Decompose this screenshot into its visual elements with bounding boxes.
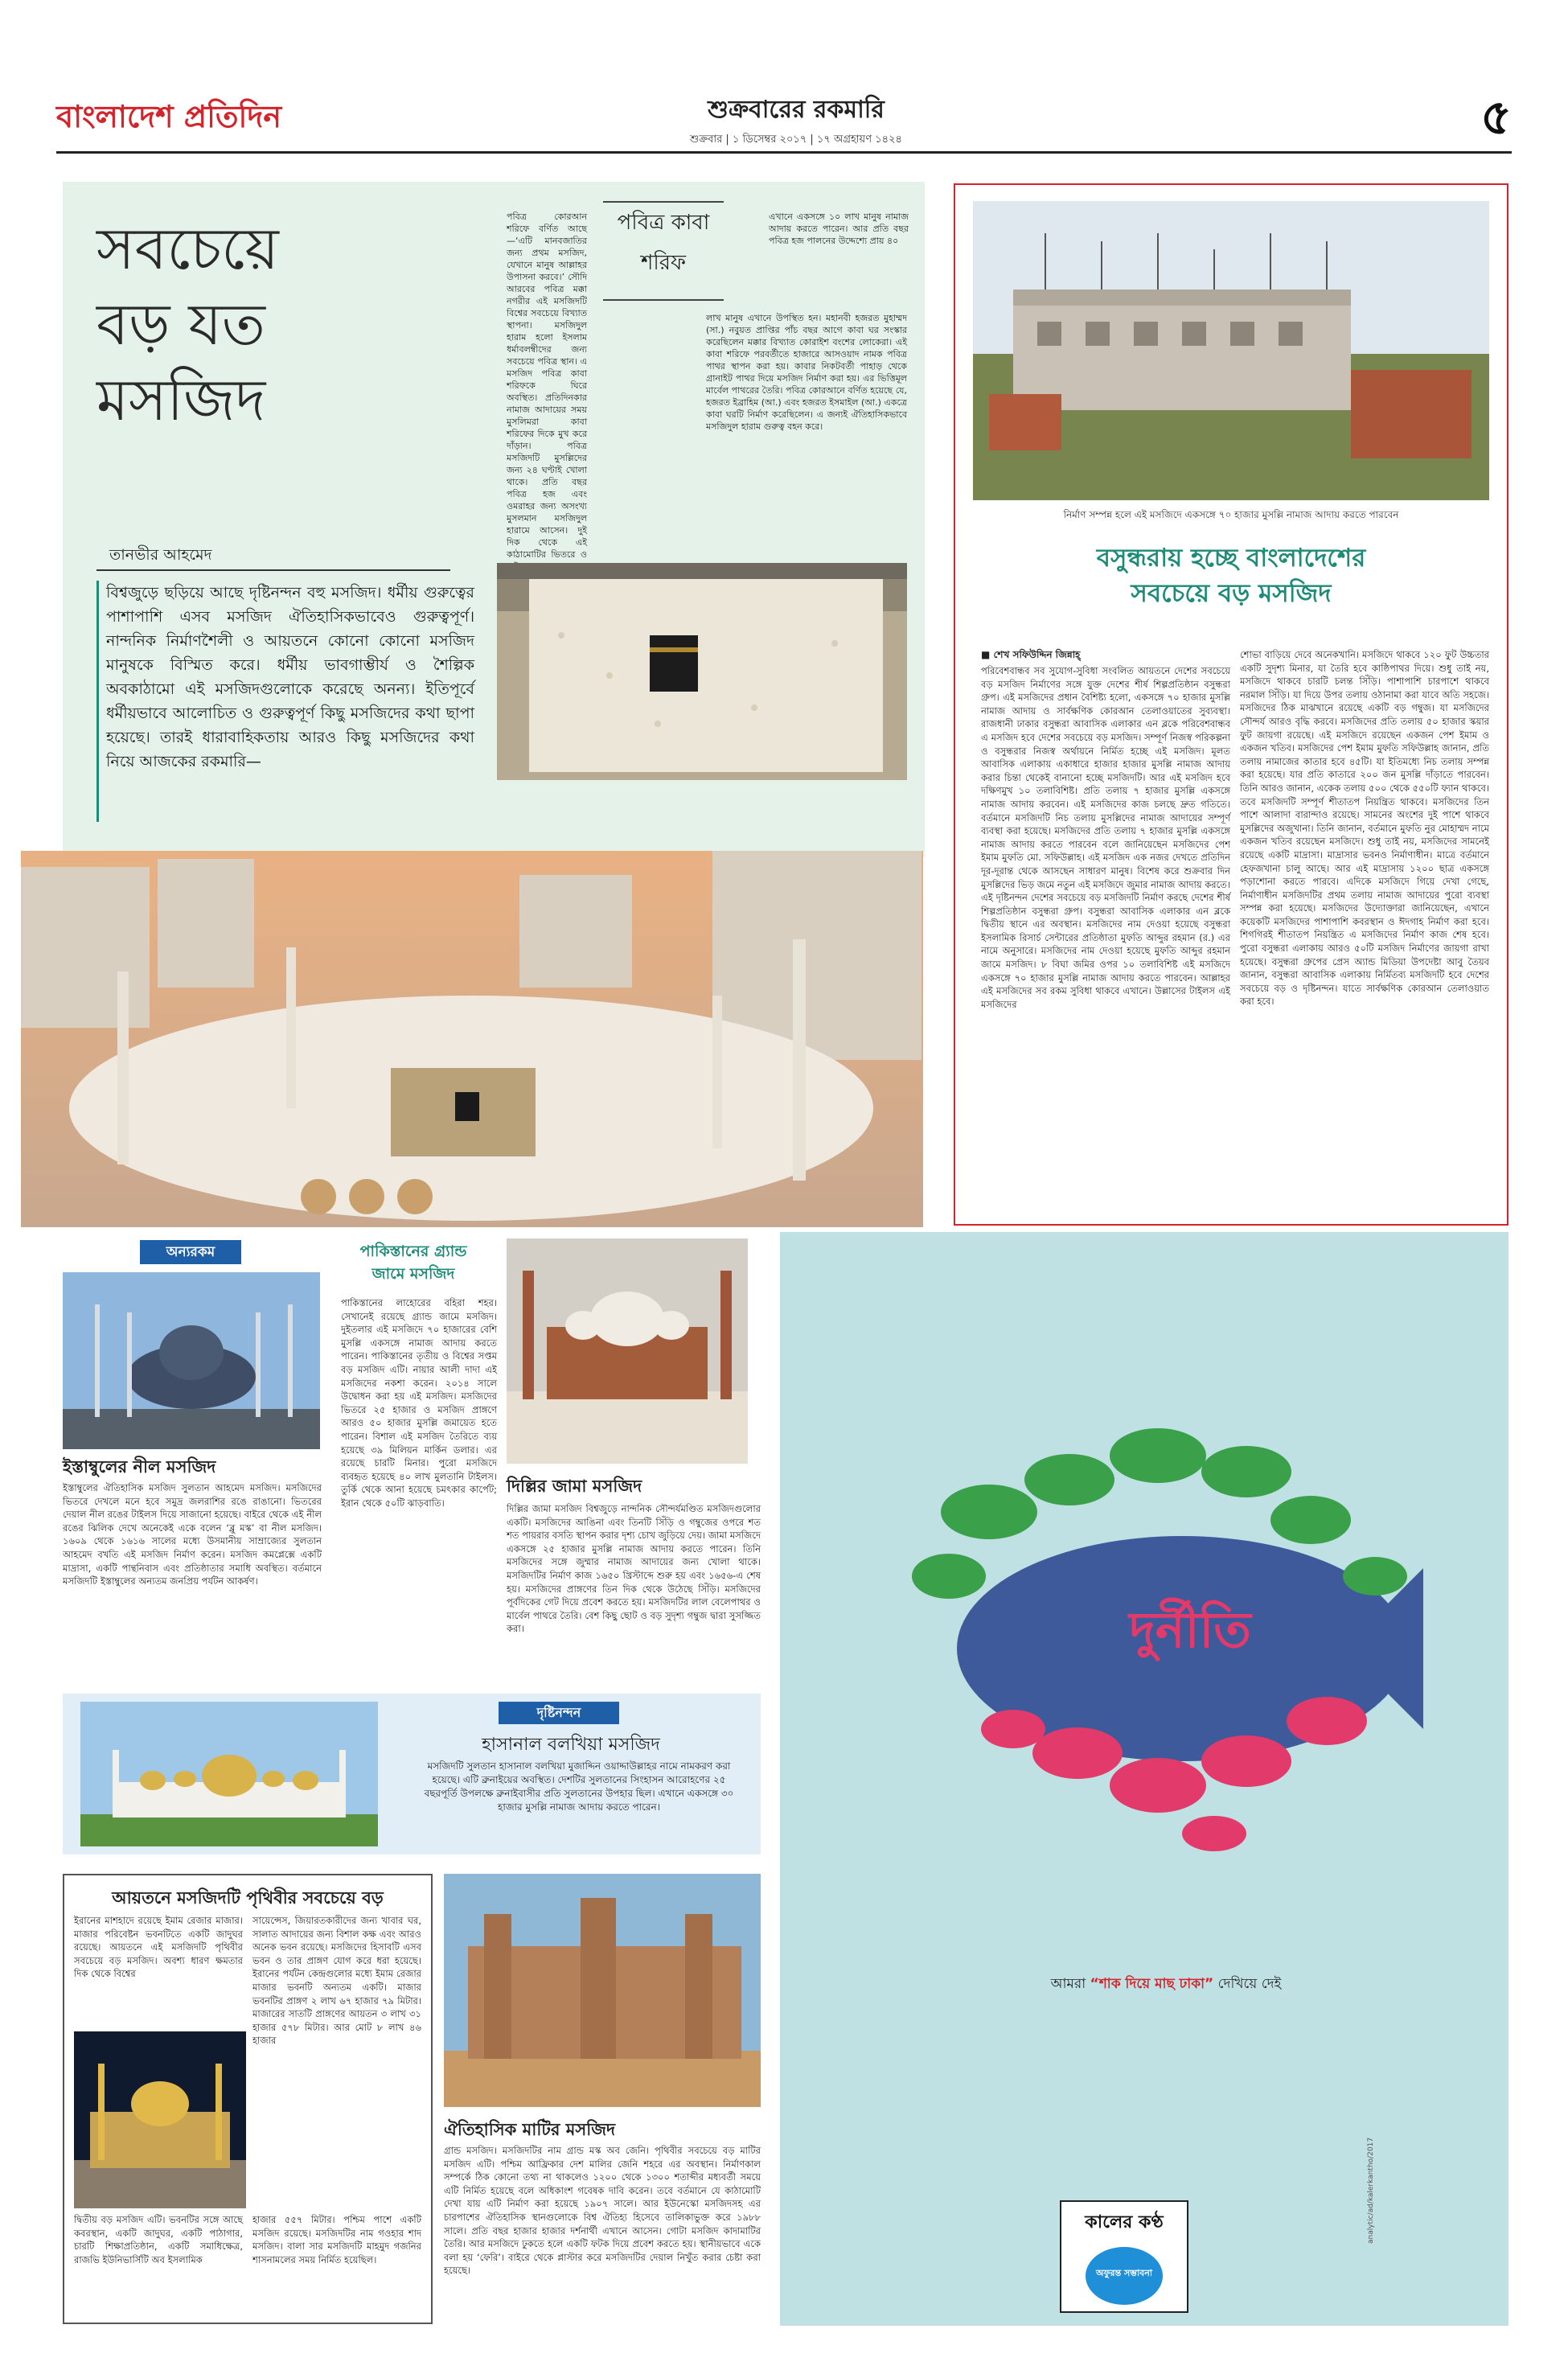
slogan-suffix: দেখিয়ে দেই: [1217, 1976, 1282, 1992]
imam-reza-shrine-photo: [74, 2031, 246, 2208]
blue-mosque-title: ইস্তাম্বুলের নীল মসজিদ: [63, 1457, 216, 1477]
construction-caption: নির্মাণ সম্পন্ন হলে এই মসজিদে একসঙ্গে ৭০ হাজার মুসল্লি নামাজ আদায় করতে পারবেন: [1063, 509, 1399, 520]
byline-rule: [96, 569, 450, 571]
lead-intro: [96, 581, 474, 846]
bashundhara-byline: ■ শেখ সফিউদ্দিন জিন্নাহ্: [981, 649, 1081, 660]
kaba-title-line: পবিত্র কাবা: [617, 211, 710, 235]
bashundhara-col-2: শোভা বাড়িয়ে দেবে অনেকখানি। মসজিদে থাকবে ১২০ ফুট উচ্চতার একটি সুদৃশ্য মিনার, যা তৈরি হবে কাষ্ঠিপাথর দিয়ে। শুধু তাই নয়, মসজিদে থাকবে চারটি চলন্ত সিঁড়ি। পাশাপাশি চারপাশে থাকবে নরমাল সিঁড়ি। যা দিয়ে উপর তলায় ওঠানামা করা যাবে অতি সহজে। মসজিদের ঠিক মাঝখানে রয়েছে একটি বড় গম্বুজ। যা মসজিদের সৌন্দর্য আরও বৃদ্ধি করবে। মসজিদের প্রতি তলায় ৫০ হাজার স্কয়ার ফুট জায়গা রয়েছে। এই মসজিদে রয়েছেন একজন পেশ ইমাম ও একজন খতিব। মসজিদের পেশ ইমাম মুফতি সফিউল্লাহ জানান, প্রতি তলায় নামাজের কাতার হবে ৪৫টি। যা ইতিমধ্যে নিচ তলায় সম্পন্ন করা হয়েছে। যার প্রতি কাতারে ২০০ জন মুসল্লি দাঁড়াতে পারবেন। তিনি আরও জানান, একেক তলায় ৫০০ থেকে ৫৫০টি ফ্যান থাকবে। তবে মসজিদটি সম্পূর্ণ শীতাতপ নিয়ন্ত্রিত থাকবে। মসজিদের তিন পাশে আলাদা বারান্দাও রয়েছে। সামনের অংশের দুই পাশে থাকবে মুসল্লিদের অজুখানা। তিনি জানান, বর্তমানে মুফতি নুর মোহাম্মদ নামে একজন খতিব রয়েছেন মসজিদে। শুধু তাই নয়, মসজিদের সামনেই রয়েছে একটি মাদ্রাসা। মাদ্রাসার ভবনও নির্মাণাধীন। মাত্রে বর্তমানে হেফজখানা চালু আছে। আর এই মাদ্রাসায় ১২০০ ছাত্র একসঙ্গে পড়াশোনা করতে পারবে। এদিকে মসজিদে গিয়ে দেখা গেছে, নির্মাণাধীন মসজিদটির প্রথম তলায় নামাজ আদায়ের পুরো ব্যবস্থা সম্পন্ন করা হয়েছে। মসজিদের উদ্যোক্তারা জানিয়েছেন, এখানে কয়েকটি মসজিদের পাশাপাশি কবরস্থান ও ঈদগাহ নির্মাণ করা হবে। শিগগিরই শীতাতপ নিয়ন্ত্রিত এ মসজিদের নির্মাণ কাজ শেষ হবে। পুরো বসুন্ধরা এলাকায় আরও ৫০টি মসজিদ নির্মাণের জায়গা রাখা হয়েছে। বসুন্ধরা গ্রুপের প্রেস অ্যান্ড মিডিয়া উপদেষ্টা আবু তৈয়ব জানান, বসুন্ধরা আবাসিক এলাকায় নির্মিতব্য মসজিদটি হবে দেশের সবচেয়ে বড় ও দৃষ্টিনন্দন। যাতে সার্বক্ষণিক কোরআন তেলাওয়াত করা হবে।: [1240, 649, 1489, 1008]
construction-photo: [973, 201, 1489, 500]
kaba-title-box: [603, 201, 724, 301]
kaba-col-2b: [507, 312, 700, 545]
lead-byline: তানভীর আহমেদ: [109, 546, 212, 564]
masthead: [56, 87, 1512, 159]
lead-headline-line: বড় যত: [96, 290, 265, 358]
logo-text: কালের কণ্ঠ: [1085, 2212, 1164, 2232]
kaba-col-2: লাখ মানুষ এখানে উপস্থিত হন। মহানবী হজরত মুহাম্মদ (সা.) নবুয়ত প্রাপ্তির পাঁচ বছর আগে কাবা ঘর সংস্কার করেছিলেন মক্কার বিখ্যাত কোরাইশ বংশের লোকেরা। এই কাবা শরিফে পরবর্তীতে হাজারে আসওয়াদ নামক পবিত্র পাথর স্থাপন করা হয়। কাবার নিকটবর্তী পাহাড় থেকে গ্রানাইট পাথর দিয়ে মসজিদ নির্মাণ করা হয়। এর ভিত্তিমূল মার্বেল পাথরের তৈরি। পবিত্র কোরআনে বর্ণিত হয়েছে যে, হজরত ইব্রাহিম (আ.) এবং হজরত ইসমাইল (আ.) একত্রে কাবা ঘরটি নির্মাণ করেছিলেন। এ জন্যই ঐতিহাসিকভাবে মসজিদুল হারাম গুরুত্ব বহন করে।: [706, 313, 907, 432]
kicker-label: অন্যরকম: [166, 1244, 215, 1260]
page-number: ৫: [1480, 89, 1512, 146]
kaba-photo: [497, 563, 907, 780]
iran-title: আয়তনে মসজিদটি পৃথিবীর সবচেয়ে বড়: [112, 1888, 384, 1908]
iran-col-2-top: সায়েন্সেস, জিয়ারতকারীদের জন্য খাবার ঘর, সালাত আদায়ের জন্য বিশাল কক্ষ এবং আরও অনেক ভবন রয়েছে। মসজিদের হিসাবটি এসব ভবন ও তার প্রাঙ্গণ যোগ করে ধরা হয়েছে। ইরানের পর্যটন কেন্দ্রগুলোর মধ্যে ইমাম রেজার মাজার ভবনটি অন্যতম একটি। মাজার ভবনটির প্রাঙ্গণ ২ লাখ ৬৭ হাজার ৭৯ মিটার। মাজারের সাতটি প্রাঙ্গণের আয়তন ৩ লাখ ৩১ হাজার ৫৭৮ মিটার। আর মোট ৮ লাখ ৪৬ হাজার: [252, 1915, 421, 2047]
pakistan-body: পাকিস্তানের লাহোরের বহিরা শহর। সেখানেই রয়েছে গ্র্যান্ড জামে মসজিদ। দুইতলার এই মসজিদে ৭০ হাজারের বেশি মুসল্লি একসঙ্গে নামাজ আদায় করতে পারেন। পাকিস্তানের তৃতীয় ও বিশ্বের সপ্তম বড় মসজিদ এটি। নায়ার আলী দাদা এই মসজিদের নকশা করেন। ২০১৪ সালে উদ্বোধন করা হয় এই মসজিদ। মসজিদের ভিতরে ২৫ হাজার ও মসজিদ প্রাঙ্গণে আরও ৫০ হাজার মুসল্লি জমায়েত হতে পারেন। বিশাল এই মসজিদ তৈরিতে ব্যয় হয়েছে ৩৯ মিলিয়ন মার্কিন ডলার। এর রয়েছে চারটি মিনার। পুরো মসজিদে ব্যবহৃত হয়েছে ৪০ লাখ মুলতানি টাইলস। তুর্কি থেকে আনা হয়েছে চমৎকার কার্পেট; ইরান থেকে ৫০টি ঝাড়বাতি।: [341, 1297, 497, 1509]
lead-headline-line: সবচেয়ে: [96, 215, 279, 282]
logo-sub: অফুরন্ত সম্ভাবনা: [1095, 2268, 1153, 2278]
lead-intro-text: বিশ্বজুড়ে ছড়িয়ে আছে দৃষ্টিনন্দন বহু মসজিদ। ধর্মীয় গুরুত্বের পাশাপাশি এসব মসজিদ ঐতিহাসিকভাবেও গুরুত্বপূর্ণ। নান্দনিক নির্মাণশৈলী ও আয়তনে কোনো কোনো মসজিদ মানুষকে বিস্মিত করে। ধর্মীয় ভাবগাম্ভীর্য ও শৈল্পিক অবকাঠামো এই মসজিদগুলোকে করেছে অনন্য। ইতিপূর্বে ধর্মীয়ভাবে আলোচিত ও গুরুত্বপূর্ণ কিছু মসজিদের কথা ছাপা হয়েছে। তারই ধারাবাহিকতায় আরও কিছু মসজিদের কথা নিয়ে আজকের রকমারি—: [106, 584, 474, 770]
intro-rule: [96, 581, 99, 822]
jama-masjid-title: দিল্লির জামা মসজিদ: [507, 1477, 642, 1496]
pakistan-title-line: জামে মসজিদ: [371, 1265, 455, 1283]
jama-masjid-photo: [507, 1238, 748, 1464]
blue-mosque-photo: [63, 1272, 320, 1449]
section-title: শুক্রবারের রকমারি: [708, 96, 885, 124]
ad-credit: analytic/ad/kalerkantho/2017: [1367, 2137, 1375, 2244]
bashundhara-col-1: পরিবেশবান্ধব সব সুযোগ-সুবিধা সংবলিত আয়তনে দেশের সবচেয়ে বড় মসজিদ নির্মাণের সঙ্গে যুক্ত দেশের শীর্ষ শিল্পপ্রতিষ্ঠান বসুন্ধরা গ্রুপ। এই মসজিদের প্রধান বৈশিষ্ট্য হলো, একসঙ্গে ৭০ হাজার মুসল্লি নামাজ আদায় ও সার্বক্ষণিক কোরআন তেলাওয়াতের সুব্যবস্থা। রাজধানী ঢাকার বসুন্ধরা আবাসিক এলাকার এন ব্লকে পরিবেশবান্ধব এ মসজিদ হবে দেশের সবচেয়ে বড় মসজিদ। সম্পূর্ণ নিজস্ব পরিকল্পনা ও বসুন্ধরার নিজস্ব অর্থায়নে নির্মিত হচ্ছে এই মসজিদ। মূলত আবাসিক এলাকায় একাধারে হাজার হাজার মুসল্লি নামাজ আদায় করার চিন্তা থেকেই বানানো হচ্ছে মসজিদটি। আর এই মসজিদ হবে দক্ষিণমুখ ১০ তলাবিশিষ্ট। প্রতি তলায় ৭ হাজার মুসল্লি একসঙ্গে নামাজ আদায় করবেন। এই মসজিদের কাজ চলছে দ্রুত গতিতে। বর্তমানে মসজিদটি নিচ তলায় মুসল্লিদের নামাজ আদায়ের সম্পূর্ণ ব্যবস্থা করা হয়েছে। মসজিদের প্রতি তলায় ৭ হাজার মুসল্লি একসঙ্গে নামাজ আদায় করতে পারবেন বলে জানিয়েছেন মসজিদের পেশ ইমাম মুফতি মো. সফিউল্লাহ। এই মসজিদ এক নজর দেখতে প্রতিদিন দূর-দূরান্ত থেকে আসছেন সাধারণ মানুষ। বিশেষ করে শুক্রবার দিন মুসল্লিদের ভিড় জমে নতুন এই মসজিদে জুমার নামাজ আদায় করতে। এই দৃষ্টিনন্দন দেশের সবচেয়ে বড় মসজিদটি নির্মাণ করছে দেশের শীর্ষ শিল্পপ্রতিষ্ঠান বসুন্ধরা গ্রুপ। বসুন্ধরা আবাসিক এলাকার এন ব্লকে দ্বিতীয় স্থানে এর অবস্থান। মসজিদের নাম দেওয়া হয়েছে বসুন্ধরা ইসলামিক রিসার্চ সেন্টারের প্রতিষ্ঠাতা মুফতি আব্দুর রহমান (র.) এর নামে অনুসারে। মসজিদের নাম দেওয়া হয়েছে মুফতি আব্দুর রহমান জামে মসজিদ। ৮ বিঘা জমির ওপর ১০ তলাবিশিষ্ট এই মসজিদে একসঙ্গে ৭০ হাজার মুসল্লি নামাজ আদায় করতে পারবেন। আল্লাহর এই মসজিদের সব রকম সুবিধা থাকবে এখানে। উল্লাসের টাইলস এই মসজিদের: [981, 665, 1230, 1010]
bashundhara-headline-line: বসুন্ধরায় হচ্ছে বাংলাদেশের: [1096, 544, 1366, 573]
brunei-body: মসজিদটি সুলতান হাসানাল বলখিয়া মুজাদ্দিন ওয়াদ্দাউল্লাহর নামে নামকরণ করা হয়েছে। এটি ব্রুনাইয়ের অবস্থিত। দেশটির সুলতানের সিংহাসন আরোহণের ২৫ বছরপূর্তি উপলক্ষে ব্রুনাইবাসীর প্রতি সুলতানের উপহার ছিল। এখানে একসঙ্গে ৩০ হাজার মুসল্লি নামাজ আদায় করতে পারেন।: [424, 1760, 734, 1813]
brunei-mosque-photo: [80, 1702, 378, 1846]
onnorokom-kicker: [140, 1240, 241, 1264]
masthead-rule: [56, 151, 1512, 154]
lead-headline-line: মসজিদ: [96, 366, 266, 433]
kaba-col-3: এখানে একসঙ্গে ১০ লাখ মানুষ নামাজ আদায় করতে পারেন। আর প্রতি বছর পবিত্র হজ পালনের উদ্দেশ্যে প্রায় ৪০: [769, 212, 909, 246]
djenne-mosque-photo: [444, 1874, 761, 2107]
iran-col-2-bottom: হাজার ৫৫৭ মিটার। পশ্চিম পাশে একটি মসজিদ রয়েছে। মসজিদটির নাম গওহার শাদ মসজিদ। বালা সার মসজিদটি মাহমুদ গজনির শাসনামলের সময় নির্মিত হয়েছিল।: [252, 2214, 421, 2265]
kaba-col-1: পবিত্র কোরআন শরিফে বর্ণিত আছে—‘এটি মানবজাতির জন্য প্রথম মসজিদ, যেখানে মানুষ আল্লাহর উপাসনা করবে।’ সৌদি আরবের পবিত্র মক্কা নগরীর এই মসজিদটি বিশ্বের সবচেয়ে বিখ্যাত স্থাপনা। মসজিদুল হারাম হলো ইসলাম ধর্মাবলম্বীদের জন্য সবচেয়ে পবিত্র স্থান। এ মসজিদ পবিত্র কাবা শরিফকে ঘিরে অবস্থিত। প্রতিদিনকার নামাজ আদায়ের সময় মুসলিমরা কাবা শরিফের দিকে মুখ করে দাঁড়ান। পবিত্র মসজিদটি মুসল্লিদের জন্য ২৪ ঘণ্টাই খোলা থাকে। প্রতি বছর পবিত্র হজ এবং ওমরাহর জন্য অসংখ্য মুসলমান মসজিদুল হারামে আসেন। দুই দিক থেকে এই কাঠামোটির ভিতরে ও: [507, 212, 587, 560]
djenne-title: ঐতিহাসিক মাটির মসজিদ: [444, 2120, 616, 2139]
brunei-kicker: [499, 1702, 619, 1724]
bashundhara-headline: [973, 540, 1489, 611]
bashundhara-headline-line: সবচেয়ে বড় মসজিদ: [1131, 579, 1332, 608]
mecca-aerial-photo: [21, 851, 923, 1227]
ad-slogan: [893, 1974, 1439, 1996]
pakistan-title: [333, 1240, 494, 1285]
pakistan-title-line: পাকিস্তানের গ্র্যান্ড: [359, 1242, 467, 1260]
brunei-title: হাসানাল বলখিয়া মসজিদ: [482, 1735, 660, 1755]
ad-logo[interactable]: [1060, 2200, 1188, 2313]
iran-col-1-top: ইরানের মাশহাদে রয়েছে ইমাম রেজার মাজার। মাজার পরিবেষ্টন ভবনটিতে একটি জাদুঘর রয়েছে। আয়তনে এই মসজিদটি পৃথিবীর সবচেয়ে বড় মসজিদ। অবশ্য ধারণ ক্ষমতার দিক থেকে বিশ্বের: [74, 1915, 243, 1980]
fish-word: দুর্নীতি: [1129, 1600, 1251, 1659]
blue-mosque-body: ইস্তাম্বুলের ঐতিহাসিক মসজিদ সুলতান আহমেদ মসজিদ। মসজিদের ভিতরে দেখলে মনে হবে সমুদ্র জলরাশির রঙে রাঙানো। ভিতরের দেয়াল নীল রঙের টাইলস দিয়ে সাজানো হয়েছে। বাইরে থেকে এই নীল রঙের ঝিলিক দেখে অনেকেই একে বলেন ‘ব্লু মস্ক’ বা নীল মসজিদ। ১৬০৯ থেকে ১৬১৬ সালের মধ্যে উসমানীয় সাম্রাজ্যের সুলতান আহমেদ বখতি এই মসজিদ নির্মাণ করেন। মসজিদ কমপ্লেক্সে একটি মাদ্রাসা, একটি পান্থনিবাস এবং প্রতিষ্ঠাতার সমাধি অবস্থিত। বর্তমানে মসজিদটি ইস্তাম্বুলের অন্যতম জনপ্রিয় পর্যটন আকর্ষণ।: [63, 1482, 322, 1587]
slogan-prefix: আমরা: [1050, 1976, 1086, 1992]
lead-headline: [96, 211, 434, 437]
iran-col-1-bottom: দ্বিতীয় বড় মসজিদ এটি। ভবনটির সঙ্গে আছে কবরস্থান, একটি জাদুঘর, একটি পাঠাগার, চারটি শিক্ষাপ্রতিষ্ঠান, একটি সমাধিক্ষেত্র, রাজভি ইউনিভার্সিটি অব ইসলামিক: [74, 2214, 243, 2265]
kicker-label: দৃষ্টিনন্দন: [536, 1705, 581, 1720]
slogan-quote: “শাক দিয়ে মাছ ঢাকা”: [1090, 1976, 1214, 1992]
jama-masjid-body: দিল্লির জামা মসজিদ বিশ্বজুড়ে নান্দনিক সৌন্দর্যমণ্ডিত মসজিদগুলোর একটি। মসজিদের আঙিনা এবং তিনটি সিঁড়ি ও গম্বুজের ওপরে শত শত পায়রার বসতি স্থাপন করার দৃশ্য চোখ জুড়িয়ে দেয়। জামা মসজিদে একসঙ্গে ২৫ হাজার মুসল্লি নামাজ আদায় করতে পারেন। তিনি মসজিদের সঙ্গে জুম্মার নামাজ আদায়ের জন্য খোলা থাকে। মসজিদটির নির্মাণ কাজ ১৬৫০ খ্রিস্টাব্দে শুরু হয় এবং ১৬৫৬-এ শেষ হয়। মসজিদের প্রাঙ্গণের তিন দিক থেকে উঠেছে সিঁড়ি। মসজিদের পূর্বদিকের গেট দিয়ে প্রবেশ করতে হয়। মসজিদটির লাল বেলেপাথর ও মার্বেল পাথরে তৈরি। বেশ কিছু ছোট ও বড় সুদৃশ্য গম্বুজ দ্বারা সুসজ্জিত করা।: [507, 1503, 761, 1635]
date-line: শুক্রবার | ১ ডিসেম্বর ২০১৭ | ১৭ অগ্রহায়ণ ১৪২৪: [690, 133, 902, 146]
kaba-title-line: শরিফ: [640, 251, 687, 275]
paper-logo[interactable]: বাংলাদেশ প্রতিদিন: [56, 98, 282, 134]
djenne-body: গ্রান্ড মসজিদ। মসজিদটির নাম গ্রান্ড মস্ক অব জেনি। পৃথিবীর সবচেয়ে বড় মাটির মসজিদ এটি। পশ্চিম আফ্রিকার দেশ মালির জেনি শহরে এর অবস্থান। নির্মাণকাল সম্পর্কে ঠিক কোনো তথ্য না থাকলেও ১২০০ থেকে ১৩০০ শতাব্দীর মধ্যবর্তী সময়ে এটি নির্মিত হয়েছে বলে অধিকাংশ গবেষক দাবি করেন। তবে বর্তমানে যে কাঠামোটি দেখা যায় এটি নির্মাণ করা হয়েছে ১৯০৭ সালে। আর ইউনেস্কো মসজিদসহ এর চারপাশের ঐতিহাসিক স্থানগুলোকে বিশ্ব ঐতিহ্য হিসেবে তালিকাভুক্ত করে ১৯৮৮ সালে। প্রতি বছর হাজার হাজার দর্শনার্থী এখানে আসেন। গোটা মসজিদ কাদামাটির তৈরি। আর মসজিদে ঢুকতে হলে একটি ফটক দিয়ে প্রবেশ করতে হয়। স্থানীয়ভাবে একে বলা হয় ‘ফেরি’। বাইরে থেকে প্লাস্টার করে মসজিদটির দেয়াল নিখুঁত করার চেষ্টা করা হয়েছে।: [444, 2145, 761, 2277]
